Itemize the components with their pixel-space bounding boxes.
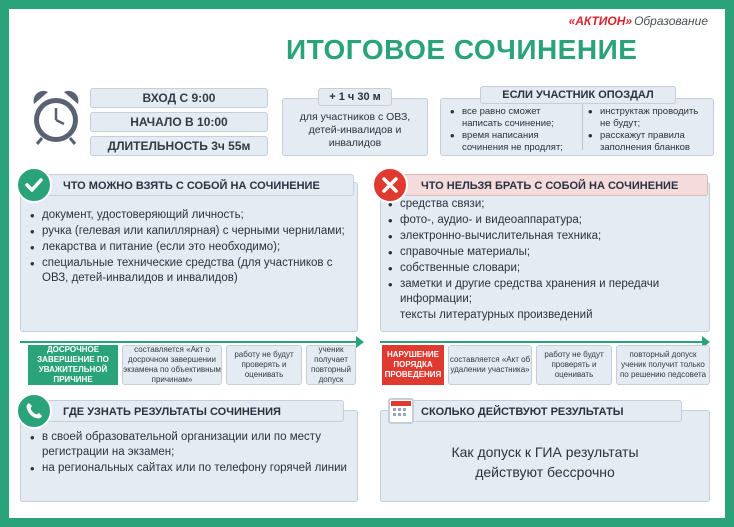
extra-time-badge: + 1 ч 30 м — [318, 88, 392, 106]
list-item: • заметки и другие средства хранения и передачи информации; — [386, 277, 704, 307]
arrow-right-icon — [356, 336, 364, 348]
list-item: • инструктаж проводить не будут; — [586, 106, 710, 129]
list-item: • расскажут правила заполнения бланков — [586, 130, 710, 153]
flow-line — [20, 341, 360, 343]
flow-step: составляется «Акт о досрочном завершении экзамена по объективным причинам» — [123, 345, 221, 384]
duration: ДЛИТЕЛЬНОСТЬ 3ч 55м — [90, 136, 268, 156]
list-item: • собственные словари; — [386, 261, 704, 276]
start-time: НАЧАЛО В 10:00 — [90, 112, 268, 132]
flow-line — [380, 341, 706, 343]
validity-text: Как допуск к ГИА результаты действуют бессрочно — [451, 444, 639, 480]
violation-label: НАРУШЕНИЕ ПОРЯДКА ПРОВЕДЕНИЯ — [382, 345, 444, 385]
flow-step: работу не будут проверять и оценивать — [226, 345, 302, 385]
list-item: • фото-, аудио- и видеоаппаратура; — [386, 213, 704, 228]
flow-step: работу не будут проверять и оценивать — [536, 345, 612, 385]
flow-step: повторный допуск ученик получит только по решению педсовета — [616, 345, 710, 385]
late-list-right — [586, 106, 710, 154]
entry-time: ВХОД С 9:00 — [90, 88, 268, 108]
late-title: ЕСЛИ УЧАСТНИК ОПОЗДАЛ — [480, 86, 676, 104]
validity-title: СКОЛЬКО ДЕЙСТВУЮТ РЕЗУЛЬТАТЫ — [402, 400, 682, 422]
forbidden-list — [386, 197, 704, 324]
page-title: ИТОГОВОЕ СОЧИНЕНИЕ — [286, 34, 638, 65]
list-item: • ручка (гелевая или капиллярная) с черными чернилами; — [28, 224, 348, 239]
alarm-clock-icon — [28, 88, 84, 146]
brand-sub: Образование — [634, 14, 708, 28]
list-item: тексты литературных произведений — [400, 309, 593, 321]
flow-step: ученик получает повторный допуск — [306, 345, 356, 385]
flow-step: составляется «Акт об удалении участника» — [448, 345, 532, 385]
phone-icon — [16, 393, 52, 429]
extra-time-text: для участников с ОВЗ, детей-инвалидов и инвалидов — [299, 110, 411, 149]
list-item: • время написания сочинения не продлят; — [448, 130, 580, 153]
brand-logo — [569, 14, 708, 28]
results-list — [28, 430, 348, 477]
list-item: • электронно-вычислительная техника; — [386, 229, 704, 244]
allowed-title: ЧТО МОЖНО ВЗЯТЬ С СОБОЙ НА СОЧИНЕНИЕ — [44, 174, 354, 196]
list-item: • все равно сможет написать сочинение; — [448, 106, 580, 129]
list-item: • специальные технические средства (для участников с ОВЗ, детей-инвалидов и инвалидов) — [28, 256, 348, 286]
allowed-list — [28, 208, 348, 287]
list-item: • документ, удостоверяющий личность; — [28, 208, 348, 223]
brand-name: «АКТИОН» — [568, 14, 633, 28]
list-item: • на региональных сайтах или по телефону горячей линии — [28, 461, 348, 476]
late-list-left — [448, 106, 580, 154]
list-item: • лекарства и питание (если это необходимо); — [28, 240, 348, 255]
divider — [582, 104, 583, 150]
forbidden-title: ЧТО НЕЛЬЗЯ БРАТЬ С СОБОЙ НА СОЧИНЕНИЕ — [402, 174, 708, 196]
results-title: ГДЕ УЗНАТЬ РЕЗУЛЬТАТЫ СОЧИНЕНИЯ — [44, 400, 344, 422]
list-item: • справочные материалы; — [386, 245, 704, 260]
list-item: • средства связи; — [386, 197, 704, 212]
check-icon — [16, 167, 52, 203]
list-item: • в своей образовательной организации или по месту регистрации на экзамен; — [28, 430, 348, 460]
early-finish-label: ДОСРОЧНОЕ ЗАВЕРШЕНИЕ ПО УВАЖИТЕЛЬНОЙ ПРИЧИНЕ — [28, 345, 118, 385]
calendar-icon — [388, 398, 414, 424]
